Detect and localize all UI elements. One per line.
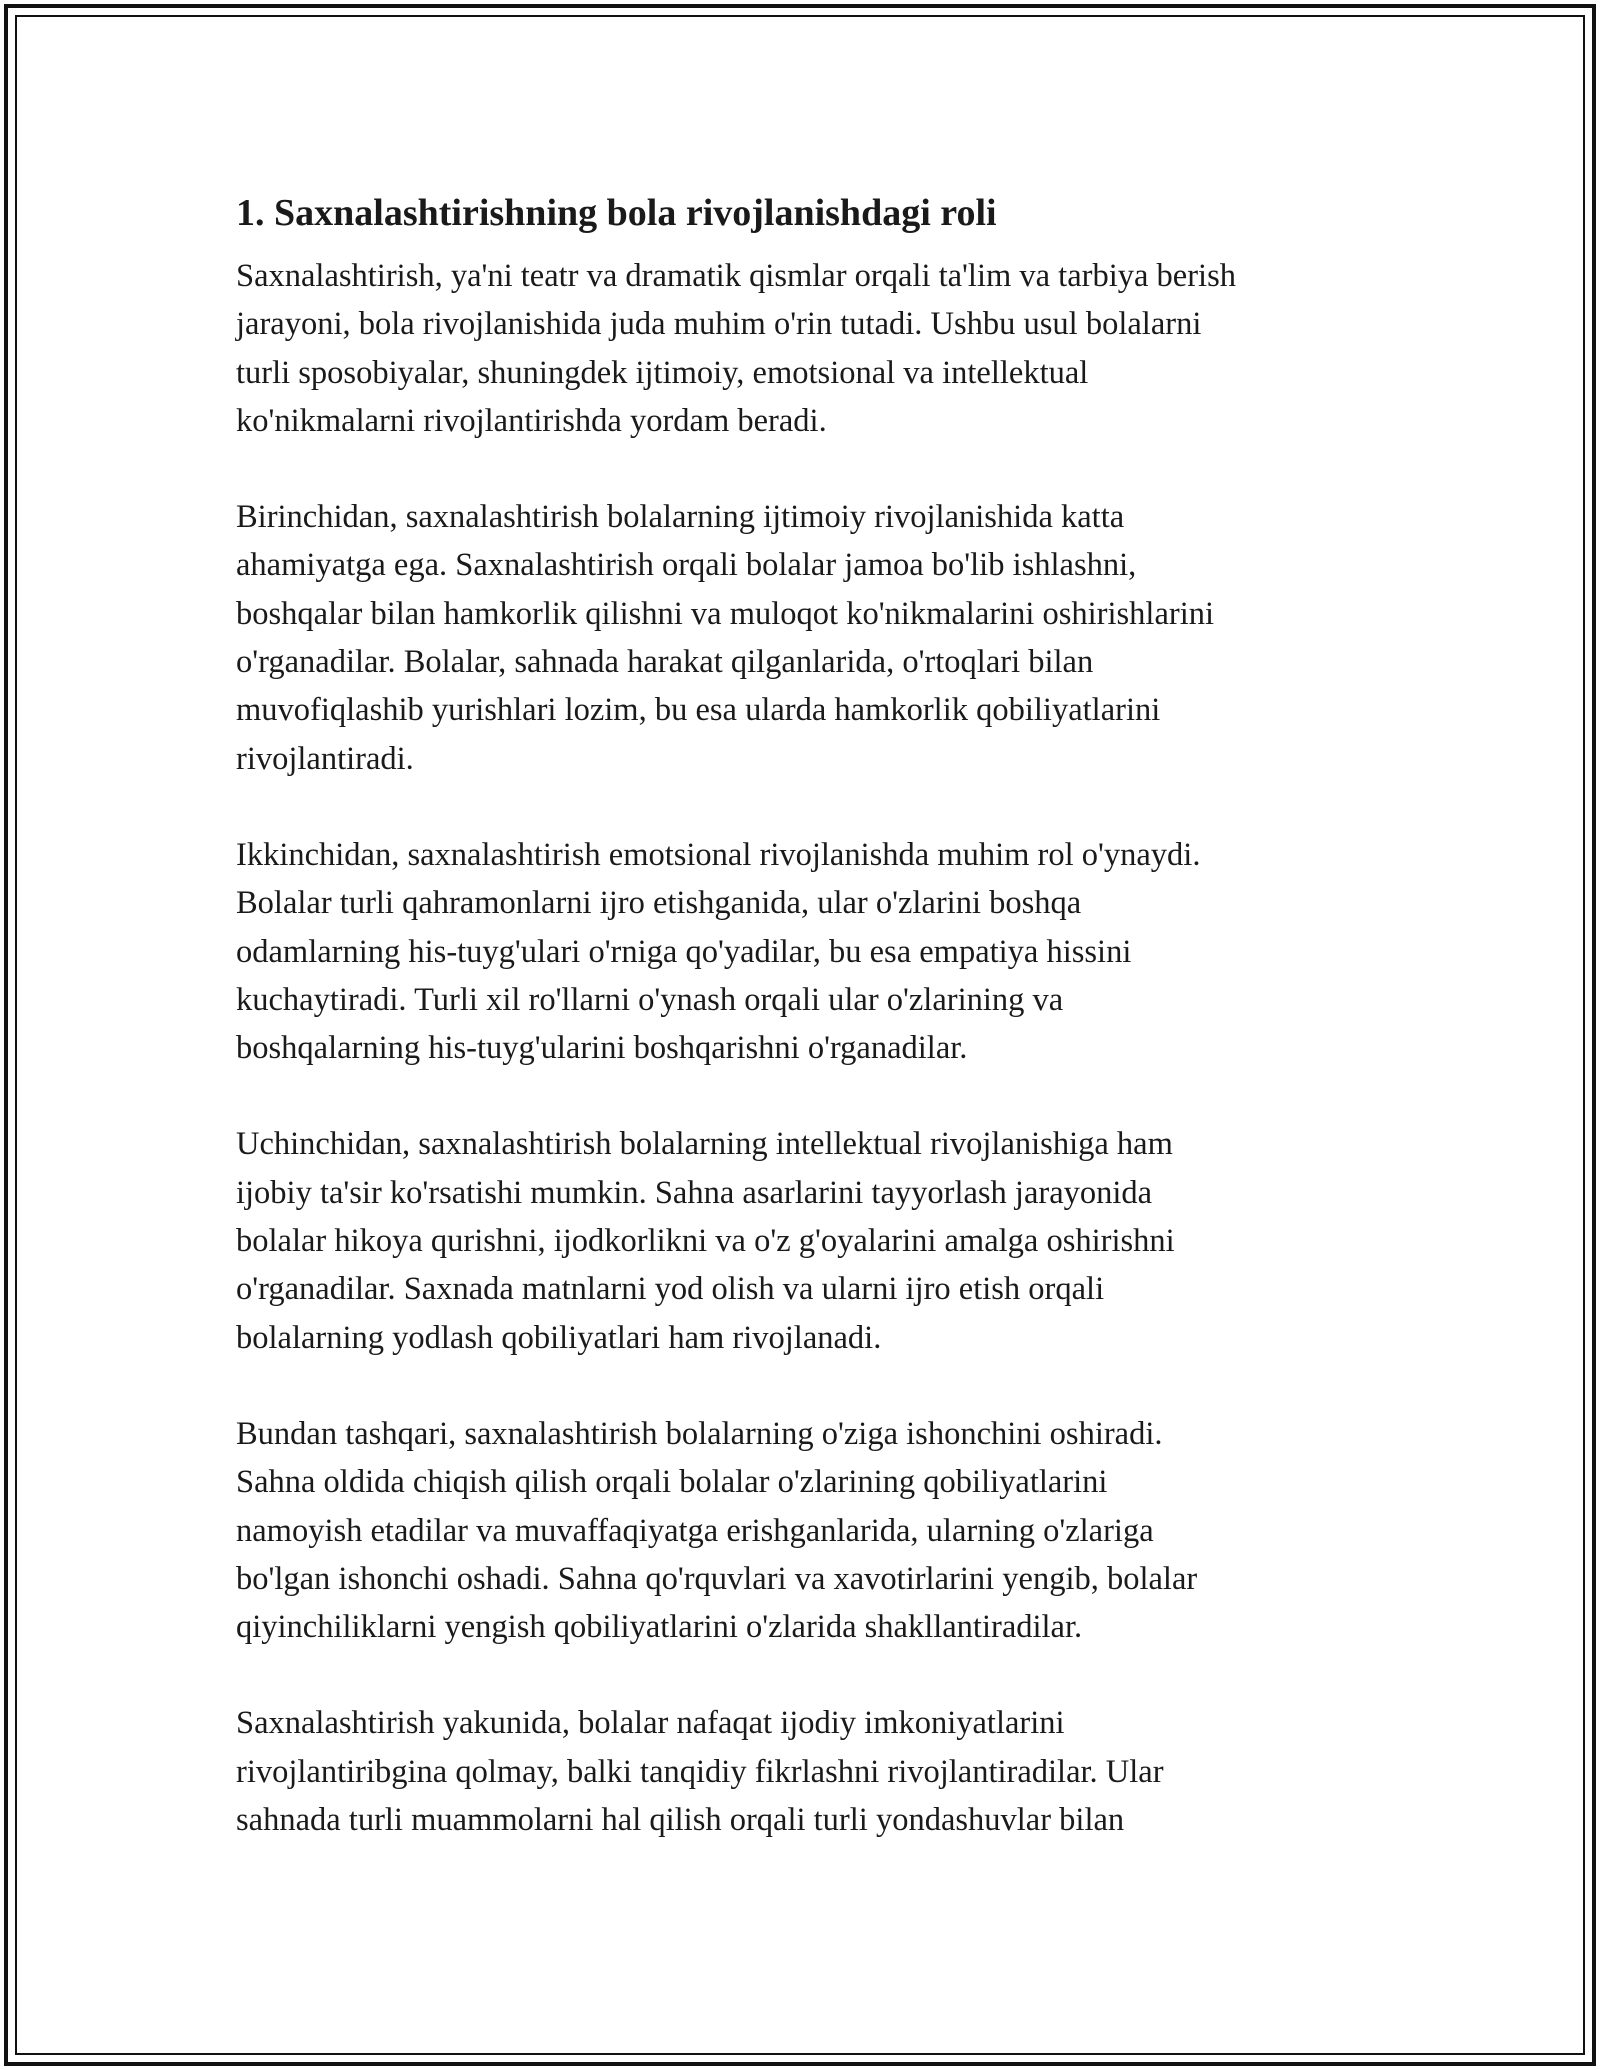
text-line: kuchaytiradi. Turli xil ro'llarni o'ynash orqali ular o'zlarining va	[236, 981, 1064, 1018]
text-line: rivojlantiradi.	[236, 740, 414, 777]
text-line: jarayoni, bola rivojlanishida juda muhim o'rin tutadi. Ushbu usul bolalarni	[236, 306, 1202, 343]
text-line: boshqalarning his-tuyg'ularini boshqarishni o'rganadilar.	[236, 1030, 968, 1067]
text-line: Sahna oldida chiqish qilish orqali bolalar o'zlarining qobiliyatlarini	[236, 1464, 1108, 1501]
text-line: bo'lgan ishonchi oshadi. Sahna qo'rquvlari va xavotirlarini yengib, bolalar	[236, 1560, 1198, 1597]
text-line: sahnada turli muammolarni hal qilish orqali turli yondashuvlar bilan	[236, 1802, 1125, 1839]
paragraph-conclusion	[236, 1699, 1376, 1844]
text-line: o'rganadilar. Bolalar, sahnada harakat qilganlarida, o'rtoqlari bilan	[236, 644, 1094, 681]
text-line: Saxnalashtirish, ya'ni teatr va dramatik qismlar orqali ta'lim va tarbiya berish	[236, 258, 1236, 294]
text-line: odamlarning his-tuyg'ulari o'rniga qo'yadilar, bu esa empatiya hissini	[236, 933, 1132, 970]
text-line: Bolalar turli qahramonlarni ijro etishganida, ular o'zlarini boshqa	[236, 885, 1082, 922]
text-line: Uchinchidan, saxnalashtirish bolalarning intellektual rivojlanishiga ham	[236, 1126, 1173, 1163]
section-heading: 1. Saxnalashtirishning bola rivojlanishdagi roli	[236, 192, 997, 234]
text-line: ko'nikmalarni rivojlantirishda yordam beradi.	[236, 402, 827, 439]
text-line: bolalarning yodlash qobiliyatlari ham rivojlanadi.	[236, 1319, 882, 1356]
text-line: qiyinchiliklarni yengish qobiliyatlarini o'zlarida shakllantiradilar.	[236, 1609, 1083, 1646]
paragraph-confidence	[236, 1410, 1376, 1651]
text-line: namoyish etadilar va muvaffaqiyatga erishganlarida, ularning o'zlariga	[236, 1512, 1154, 1549]
text-line: Saxnalashtirish yakunida, bolalar nafaqat ijodiy imkoniyatlarini	[236, 1705, 1065, 1742]
paragraph-emotional	[236, 831, 1376, 1072]
text-line: o'rganadilar. Saxnada matnlarni yod olish va ularni ijro etish orqali	[236, 1271, 1105, 1308]
text-line: Birinchidan, saxnalashtirish bolalarning ijtimoiy rivojlanishida katta	[236, 499, 1125, 536]
document-body	[236, 186, 1376, 1892]
text-line: ahamiyatga ega. Saxnalashtirish orqali bolalar jamoa bo'lib ishlashni,	[236, 547, 1137, 584]
text-line: boshqalar bilan hamkorlik qilishni va muloqot ko'nikmalarini oshirishlarini	[236, 595, 1215, 632]
text-line: ijobiy ta'sir ko'rsatishi mumkin. Sahna asarlarini tayyorlash jarayonida	[236, 1174, 1153, 1211]
text-line: rivojlantiribgina qolmay, balki tanqidiy fikrlashni rivojlantiradilar. Ular	[236, 1753, 1164, 1790]
text-line: muvofiqlashib yurishlari lozim, bu esa ularda hamkorlik qobiliyatlarini	[236, 692, 1161, 729]
paragraph-intellectual	[236, 1120, 1376, 1361]
paragraph-intro	[236, 252, 1376, 445]
paragraph-social	[236, 493, 1376, 783]
text-line: bolalar hikoya qurishni, ijodkorlikni va o'z g'oyalarini amalga oshirishni	[236, 1223, 1175, 1260]
text-line: Ikkinchidan, saxnalashtirish emotsional rivojlanishda muhim rol o'ynaydi.	[236, 836, 1201, 873]
text-line: Bundan tashqari, saxnalashtirish bolalarning o'ziga ishonchini oshiradi.	[236, 1415, 1163, 1452]
text-line: turli sposobiyalar, shuningdek ijtimoiy, emotsional va intellektual	[236, 354, 1089, 391]
